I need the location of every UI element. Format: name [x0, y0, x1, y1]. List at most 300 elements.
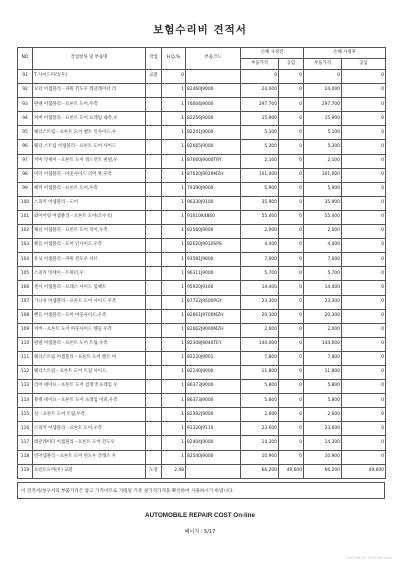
table-row: [18, 154, 386, 168]
table-body: [18, 70, 386, 479]
row-no: 114: [18, 394, 33, 408]
row-code: 82460J9000: [186, 84, 241, 98]
header-after-labor: 공임: [342, 59, 386, 70]
row-before-labor: 0: [279, 351, 304, 365]
row-code: 86373J9000: [186, 394, 241, 408]
row-code: 82662J9000MZH: [186, 323, 241, 337]
header-hq: H.Q,%: [162, 48, 186, 70]
table-row: [18, 394, 386, 408]
row-hq: 1: [162, 168, 186, 182]
row-before-parts: 2,600: [241, 408, 279, 422]
table-row: [18, 196, 386, 210]
table-row: [18, 365, 386, 379]
row-code: 96311J9000: [186, 267, 241, 281]
row-hq: 1: [162, 408, 186, 422]
row-before-labor: 0: [279, 112, 304, 126]
row-no: 109: [18, 323, 33, 337]
table-row: [18, 281, 386, 295]
row-work: [146, 394, 162, 408]
row-before-labor: 0: [279, 408, 304, 422]
table-row: [18, 84, 386, 98]
row-before-parts: 20,300: [241, 309, 279, 323]
row-work: [146, 253, 162, 267]
row-after-labor: 0: [342, 351, 386, 365]
row-code: 91610K4860: [186, 210, 241, 224]
row-before-parts: 23,600: [241, 422, 279, 436]
row-after-labor: 0: [342, 154, 386, 168]
row-no: 96: [18, 140, 33, 154]
header-after-parts: 부품가격: [304, 59, 342, 70]
row-before-labor: 0: [279, 394, 304, 408]
row-after-parts: 14,300: [304, 436, 342, 450]
row-code: 82140J9000: [186, 365, 241, 379]
row-after-labor: 0: [342, 84, 386, 98]
row-work: [146, 281, 162, 295]
row-before-labor: 0: [279, 182, 304, 196]
row-after-parts: 2,000: [304, 323, 342, 337]
row-no: 111: [18, 351, 33, 365]
row-hq: 0: [162, 70, 186, 84]
row-work: [146, 309, 162, 323]
row-before-parts: 4,400: [241, 239, 279, 253]
row-item: 스피커 엇세이－트위터,우: [33, 267, 146, 281]
row-before-parts: 11,800: [241, 365, 279, 379]
row-before-labor: 0: [279, 267, 304, 281]
row-before-labor: 0: [279, 309, 304, 323]
row-code: 76004J9000: [186, 98, 241, 112]
row-after-parts: 35,900: [304, 196, 342, 210]
header-before-labor: 공임: [279, 59, 304, 70]
row-no: 98: [18, 168, 33, 182]
row-hq: 1: [162, 450, 186, 464]
row-work: [146, 98, 162, 112]
row-hq: 1: [162, 309, 186, 323]
row-item: 레귤레이터 어셈블리－프론트 도어 윈도우: [33, 436, 146, 450]
row-before-parts: 5,100: [241, 126, 279, 140]
row-after-labor: 0: [342, 196, 386, 210]
row-no: 104: [18, 253, 33, 267]
row-no: 106: [18, 281, 33, 295]
footer-title: AUTOMOBILE REPAIR COST On-line: [145, 512, 255, 519]
row-work: [146, 182, 162, 196]
row-after-labor: 0: [342, 365, 386, 379]
table-row: [18, 422, 386, 436]
row-code: [186, 464, 241, 478]
row-before-labor: 0: [279, 70, 304, 84]
row-before-labor: 0: [279, 295, 304, 309]
row-after-parts: 7,800: [304, 351, 342, 365]
row-work: [146, 436, 162, 450]
header-no: NO: [18, 48, 33, 70]
row-before-parts: 5,800: [241, 380, 279, 394]
print-timestamp: 2025-06-01 15:29:05 0010: [346, 556, 392, 560]
table-row: [18, 450, 386, 464]
row-before-parts: 35,900: [241, 196, 279, 210]
row-work: [146, 126, 162, 140]
row-after-labor: 0: [342, 98, 386, 112]
row-before-parts: 2,000: [241, 323, 279, 337]
header-item: 작업항목 및 부품명: [33, 48, 146, 70]
row-work: [146, 84, 162, 98]
row-after-parts: 14,400: [304, 281, 342, 295]
row-after-parts: 11,800: [304, 365, 342, 379]
row-code: 82620J9010SPS: [186, 239, 241, 253]
row-hq: 1: [162, 394, 186, 408]
row-hq: 1: [162, 140, 186, 154]
row-after-parts: 5,100: [304, 126, 342, 140]
row-before-labor: 0: [279, 210, 304, 224]
row-after-parts: 5,800: [304, 394, 342, 408]
row-no: 99: [18, 182, 33, 196]
row-code: 82256J9000: [186, 112, 241, 126]
row-after-parts: 2,000: [304, 225, 342, 239]
row-hq: 1: [162, 112, 186, 126]
table-row: [18, 337, 386, 351]
row-no: 102: [18, 225, 33, 239]
row-code: 93581J9000: [186, 253, 241, 267]
row-hq: 1: [162, 98, 186, 112]
row-before-labor: 0: [279, 196, 304, 210]
row-no: 110: [18, 337, 33, 351]
row-item: 웨더스트립－프론트 도어 트립 사이드,: [33, 365, 146, 379]
table-row: [18, 225, 386, 239]
table-row: [18, 210, 386, 224]
row-code: 79390J9000: [186, 182, 241, 196]
row-work: 도장: [146, 464, 162, 478]
row-before-parts: 66,200: [241, 464, 279, 478]
row-after-labor: 0: [342, 70, 386, 84]
row-hq: 1: [162, 182, 186, 196]
row-work: [146, 196, 162, 210]
row-hq: 1: [162, 295, 186, 309]
table-row: [18, 253, 386, 267]
row-hq: 1: [162, 380, 186, 394]
row-before-parts: 14,300: [241, 436, 279, 450]
row-after-parts: 24,000: [304, 84, 342, 98]
row-work: [146, 351, 162, 365]
row-before-labor: 0: [279, 253, 304, 267]
row-work: 교환: [146, 70, 162, 84]
row-item: 센서 어셈블리－프레스 사이드 임팩트: [33, 281, 146, 295]
row-before-parts: 15,900: [241, 112, 279, 126]
row-before-parts: 297,700: [241, 98, 279, 112]
row-hq: 1: [162, 84, 186, 98]
row-before-labor: 0: [279, 154, 304, 168]
table-row: [18, 98, 386, 112]
table-row: [18, 380, 386, 394]
row-code: 82220J9001: [186, 351, 241, 365]
row-item: 핸들 어셈블리－도어 아웃사이드,우측: [33, 309, 146, 323]
row-before-parts: 7,000: [241, 253, 279, 267]
row-after-labor: 0: [342, 126, 386, 140]
document-title: 보험수리비 견적서: [153, 24, 247, 36]
table-row: [18, 323, 386, 337]
row-before-labor: 0: [279, 450, 304, 464]
row-work: [146, 323, 162, 337]
row-after-parts: 101,000: [304, 168, 342, 182]
row-work: [146, 267, 162, 281]
table-row: [18, 351, 386, 365]
row-hq: 1: [162, 210, 186, 224]
header-after: 손해 사정후: [304, 48, 386, 59]
row-code: 82665J9000: [186, 140, 241, 154]
row-before-labor: 0: [279, 84, 304, 98]
price-notice: 이 견적서/청구서의 부품가격은 참고 가격이므로 거래일 기준 실가격가격을 확인하여 사용하시기 바랍니다.: [17, 482, 385, 499]
row-after-parts: 55,400: [304, 210, 342, 224]
row-after-labor: 0: [342, 168, 386, 182]
row-work: [146, 168, 162, 182]
table-row: [18, 168, 386, 182]
row-no: 116: [18, 422, 33, 436]
row-item: 커버 어셈블리－프론트 도어 프레임 내측,우: [33, 112, 146, 126]
row-item: 판넬 어셈블리－프론트 도어,우측: [33, 98, 146, 112]
row-code: 82661J9700MZH: [186, 309, 241, 323]
row-item: 커버－프론트 도어 아웃사이드 핸들 우측: [33, 323, 146, 337]
row-hq: 1: [162, 239, 186, 253]
row-item: 패커 어셈블리－프론트 도어,우측: [33, 182, 146, 196]
row-work: [146, 380, 162, 394]
row-work: [146, 239, 162, 253]
row-after-labor: 0: [342, 337, 386, 351]
row-before-labor: 0: [279, 168, 304, 182]
row-before-labor: 0: [279, 337, 304, 351]
row-item: 가니쉬 어셈블리－프론트 도어 사이드 우측: [33, 295, 146, 309]
row-no: 101: [18, 210, 33, 224]
row-after-labor: 0: [342, 295, 386, 309]
row-item: 와이어링 어셈블리－프론트 도어(조수석): [33, 210, 146, 224]
row-before-parts: 5,900: [241, 182, 279, 196]
row-before-parts: 144,000: [241, 337, 279, 351]
table-row: [18, 408, 386, 422]
table-row: [18, 295, 386, 309]
row-after-parts: 5,700: [304, 267, 342, 281]
table-row: [18, 112, 386, 126]
row-code: 95920J9100: [186, 281, 241, 295]
row-after-labor: 0: [342, 450, 386, 464]
row-item: 유닛 어셈블리－파워 윈도우 서브: [33, 253, 146, 267]
row-item: T 사이드미러(우): [33, 70, 146, 84]
row-no: 113: [18, 380, 33, 394]
row-work: [146, 225, 162, 239]
row-before-parts: 5,700: [241, 267, 279, 281]
row-work: [146, 295, 162, 309]
row-after-parts: 4,400: [304, 239, 342, 253]
row-before-parts: 24,000: [241, 84, 279, 98]
row-hq: 1: [162, 154, 186, 168]
row-no: 91: [18, 70, 33, 84]
row-after-labor: 0: [342, 267, 386, 281]
row-code: 87660J9000TRY: [186, 154, 241, 168]
row-item: 모터 어셈블리－파워 윈도우 레귤레이터 리: [33, 84, 146, 98]
row-code: 82241J9000: [186, 126, 241, 140]
row-item: 핸들 어셈블리－도어 인사이드,우측: [33, 239, 146, 253]
row-item: 커버 엇세이－프론트 도어 쿼드런트 판넬,우: [33, 154, 146, 168]
row-after-parts: 144,000: [304, 337, 342, 351]
row-before-parts: 5,300: [241, 140, 279, 154]
row-code: 82404J9000: [186, 436, 241, 450]
row-no: 117: [18, 436, 33, 450]
row-work: [146, 112, 162, 126]
table-row: [18, 182, 386, 196]
row-hq: 1: [162, 225, 186, 239]
row-after-labor: 0: [342, 239, 386, 253]
row-hq: 1: [162, 422, 186, 436]
row-item: 스피커 어셈블리－프론트 도어,우측: [33, 422, 146, 436]
row-hq: 1: [162, 436, 186, 450]
table-row: [18, 239, 386, 253]
row-no: 103: [18, 239, 33, 253]
row-work: [146, 154, 162, 168]
row-item: 스피커 어셈블리－도어: [33, 196, 146, 210]
row-before-parts: 0: [241, 70, 279, 84]
row-code: 82392J9000: [186, 408, 241, 422]
estimate-table: [17, 47, 386, 479]
row-after-labor: 0: [342, 210, 386, 224]
row-after-labor: 0: [342, 112, 386, 126]
row-item: 리어 테이프－프론트 도어 검정색 프레임 우: [33, 380, 146, 394]
row-after-labor: 0: [342, 253, 386, 267]
row-after-labor: 49,600: [342, 464, 386, 478]
row-before-labor: 0: [279, 239, 304, 253]
row-after-labor: 0: [342, 140, 386, 154]
row-item: 웨더스트립－프론트 도어 벨트 인사이드,우: [33, 126, 146, 140]
row-after-labor: 0: [342, 225, 386, 239]
row-work: [146, 408, 162, 422]
row-before-labor: 0: [279, 323, 304, 337]
row-before-parts: 2,100: [241, 154, 279, 168]
row-item: 실－프론트 도어 트림,우측: [33, 408, 146, 422]
header-work: 작업: [146, 48, 162, 70]
row-before-labor: 49,600: [279, 464, 304, 478]
row-before-parts: 101,000: [241, 168, 279, 182]
row-after-parts: 7,000: [304, 253, 342, 267]
row-hq: 1: [162, 337, 186, 351]
row-code: 91320J9110: [186, 422, 241, 436]
row-after-parts: 297,700: [304, 98, 342, 112]
table-row: [18, 464, 386, 478]
row-hq: 2.48: [162, 464, 186, 478]
row-code: 82560J9000: [186, 225, 241, 239]
row-after-parts: 10,900: [304, 450, 342, 464]
row-code: 82540J9000: [186, 450, 241, 464]
row-after-labor: 0: [342, 323, 386, 337]
row-before-parts: 2,000: [241, 225, 279, 239]
row-after-parts: 2,600: [304, 408, 342, 422]
row-before-labor: 0: [279, 422, 304, 436]
row-code: [186, 70, 241, 84]
row-after-labor: 0: [342, 281, 386, 295]
row-item: 미러 어셈블리－아웃사이드 리어 뷰,우측: [33, 168, 146, 182]
row-hq: 1: [162, 281, 186, 295]
row-no: 100: [18, 196, 33, 210]
row-item: 판넬 어셈블리－프론트 도어 트림,우측: [33, 337, 146, 351]
row-code: 87722J9500PGY: [186, 295, 241, 309]
row-hq: 1: [162, 365, 186, 379]
row-no: 94: [18, 112, 33, 126]
row-after-parts: 5,300: [304, 140, 342, 154]
row-code: 87620J9020MZH: [186, 168, 241, 182]
row-before-parts: 5,800: [241, 394, 279, 408]
row-after-labor: 0: [342, 182, 386, 196]
row-item: 채널 어셈블리－프론트 도어 리어,우측: [33, 225, 146, 239]
table-row: [18, 309, 386, 323]
row-before-labor: 0: [279, 140, 304, 154]
row-after-parts: 0: [304, 70, 342, 84]
row-no: 92: [18, 84, 33, 98]
row-after-parts: 23,300: [304, 295, 342, 309]
table-row: [18, 70, 386, 84]
row-before-parts: 7,800: [241, 351, 279, 365]
row-hq: 1: [162, 196, 186, 210]
row-after-labor: 0: [342, 394, 386, 408]
table-row: [18, 140, 386, 154]
header-before-parts: 부품가격: [241, 59, 279, 70]
row-before-labor: 0: [279, 281, 304, 295]
row-work: [146, 365, 162, 379]
row-after-labor: 0: [342, 309, 386, 323]
row-after-parts: 2,100: [304, 154, 342, 168]
row-no: 105: [18, 267, 33, 281]
row-after-parts: 15,900: [304, 112, 342, 126]
page-number: 페이지 : 5/17: [184, 529, 216, 535]
row-code: 86373J9000: [186, 380, 241, 394]
row-work: [146, 450, 162, 464]
row-work: [146, 140, 162, 154]
row-after-labor: 0: [342, 380, 386, 394]
row-before-parts: 23,300: [241, 295, 279, 309]
row-item: 블랙 테이프－프론트 도어 프레임 어퍼,우측: [33, 394, 146, 408]
row-before-parts: 55,400: [241, 210, 279, 224]
row-before-labor: 0: [279, 380, 304, 394]
row-before-labor: 0: [279, 365, 304, 379]
row-item: 웨더스트립 어셈블리－프론트 도어 벨트 아: [33, 351, 146, 365]
row-no: 93: [18, 98, 33, 112]
table-row: [18, 436, 386, 450]
row-before-labor: 0: [279, 126, 304, 140]
row-after-parts: 20,300: [304, 309, 342, 323]
row-no: 108: [18, 309, 33, 323]
header-before: 손해 사정전: [241, 48, 304, 59]
row-work: [146, 337, 162, 351]
row-no: 97: [18, 154, 33, 168]
row-no: 107: [18, 295, 33, 309]
row-work: [146, 210, 162, 224]
row-item: 런어셈블리－프론트 도어 윈도우 글래스 우: [33, 450, 146, 464]
row-before-labor: 0: [279, 225, 304, 239]
row-hq: 1: [162, 351, 186, 365]
row-before-labor: 0: [279, 98, 304, 112]
row-after-parts: 5,900: [304, 182, 342, 196]
row-after-parts: 66,200: [304, 464, 342, 478]
row-after-labor: 0: [342, 436, 386, 450]
table-row: [18, 267, 386, 281]
row-after-parts: 5,800: [304, 380, 342, 394]
row-after-parts: 23,600: [304, 422, 342, 436]
row-hq: 1: [162, 267, 186, 281]
table-row: [18, 126, 386, 140]
row-no: 95: [18, 126, 33, 140]
header-code: 부품코드: [186, 48, 241, 70]
row-before-parts: 14,400: [241, 281, 279, 295]
row-hq: 1: [162, 253, 186, 267]
row-no: 118: [18, 450, 33, 464]
row-work: [146, 422, 162, 436]
row-no: 115: [18, 408, 33, 422]
row-hq: 1: [162, 126, 186, 140]
row-before-labor: 0: [279, 436, 304, 450]
row-item: 웨더 스트립 어셈블리－프론트 도어 사이드: [33, 140, 146, 154]
row-before-parts: 10,900: [241, 450, 279, 464]
